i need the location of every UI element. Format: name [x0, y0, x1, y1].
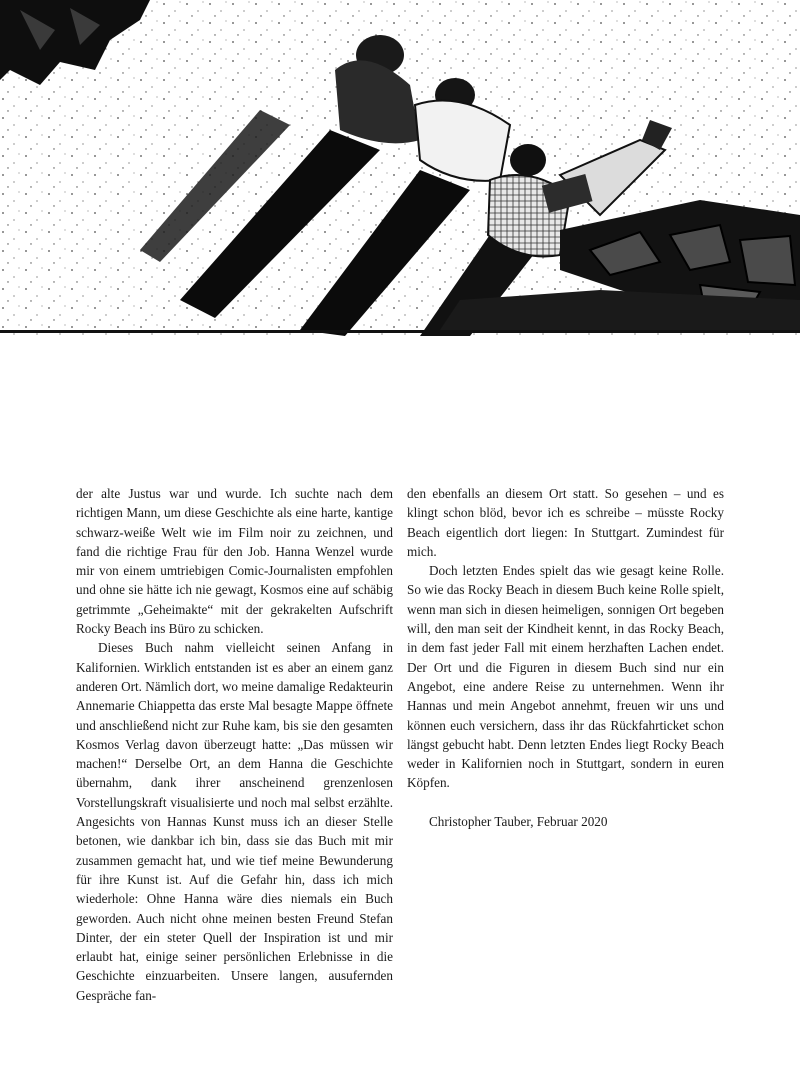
comic-illustration [0, 0, 800, 336]
right-column [407, 484, 724, 1005]
comic-panel-image [0, 0, 800, 336]
paragraph: Doch letzten Endes spielt das wie gesagt keine Rolle. So wie das Rocky Beach in diesem Buch keine Rolle spielt, wenn man sich in diesen heimeligen, sonnigen Ort begeben will, den man seit der Kindheit kennt, in das Rocky Beach, in dem fast jeder Fall mit einem herzhaften Lachen endet. Der Ort und die Figuren in diesem Buch sind nur ein Angebot, eine andere Reise zu unternehmen. Wenn ihr Hannas und mein Angebot annehmt, freuen wir uns und können euch versichern, dass ihr das Rückfahrticket schon längst gebucht habt. Denn letzten Endes liegt Rocky Beach weder in Kalifornien noch in Stuttgart, sondern in euren Köpfen. [407, 563, 724, 791]
paragraph: der alte Justus war und wurde. Ich suchte nach dem richtigen Mann, um diese Geschichte als eine harte, kantige schwarz-weiße Welt wie im Film noir zu zeichnen, und fand die richtige Frau für den Job. Hanna Wenzel wurde mir von einem umtriebigen Comic-Journalisten empfohlen und ohne sie hätte ich nie gewagt, Kosmos eine auf schäbig getrimmte „Geheimakte“ mit der gekrakelten Aufschrift Rocky Beach ins Büro zu schicken. [76, 486, 393, 637]
left-column [76, 484, 393, 1005]
author-signature: Christopher Tauber, Februar 2020 [429, 813, 608, 829]
text-columns [76, 484, 724, 1005]
paragraph: den ebenfalls an diesem Ort statt. So gesehen – und es klingt schon blöd, bevor ich es schreibe – müsste Rocky Beach eigentlich dort liegen: In Stuttgart. Zumindest für mich. [407, 486, 724, 559]
paragraph: Dieses Buch nahm vielleicht seinen Anfang in Kalifornien. Wirklich entstanden ist es aber an einem ganz anderen Ort. Nämlich dort, wo meine damalige Redakteurin Annemarie Chiappetta das erste Mal besagte Mappe öffnete und anschließend nicht zur Ruhe kam, bis sie den gesamten Kosmos Verlag davon überzeugt hatte: „Das müssen wir machen!“ Derselbe Ort, an dem Hanna die Geschichte übernahm, dank ihrer anscheinend grenzenlosen Vorstellungskraft visualisierte und noch mal selbst erzählte. Angesichts von Hannas Kunst muss ich an dieser Stelle betonen, wie dankbar ich bin, dass sie das Buch mit mir zusammen gemacht hat, und wie tief meine Bewunderung für ihre Kunst ist. Auf die Gefahr hin, dass ich mich wiederhole: Ohne Hanna wäre dies niemals ein Buch geworden. Auch nicht ohne meinen besten Freund Stefan Dinter, der ein steter Quell der Inspiration ist und mir erlaubt hat, einige seiner persönlichen Erlebnisse in die Geschichte einzuarbeiten. Unsere langen, ausufernden Gespräche fan- [76, 640, 393, 1003]
